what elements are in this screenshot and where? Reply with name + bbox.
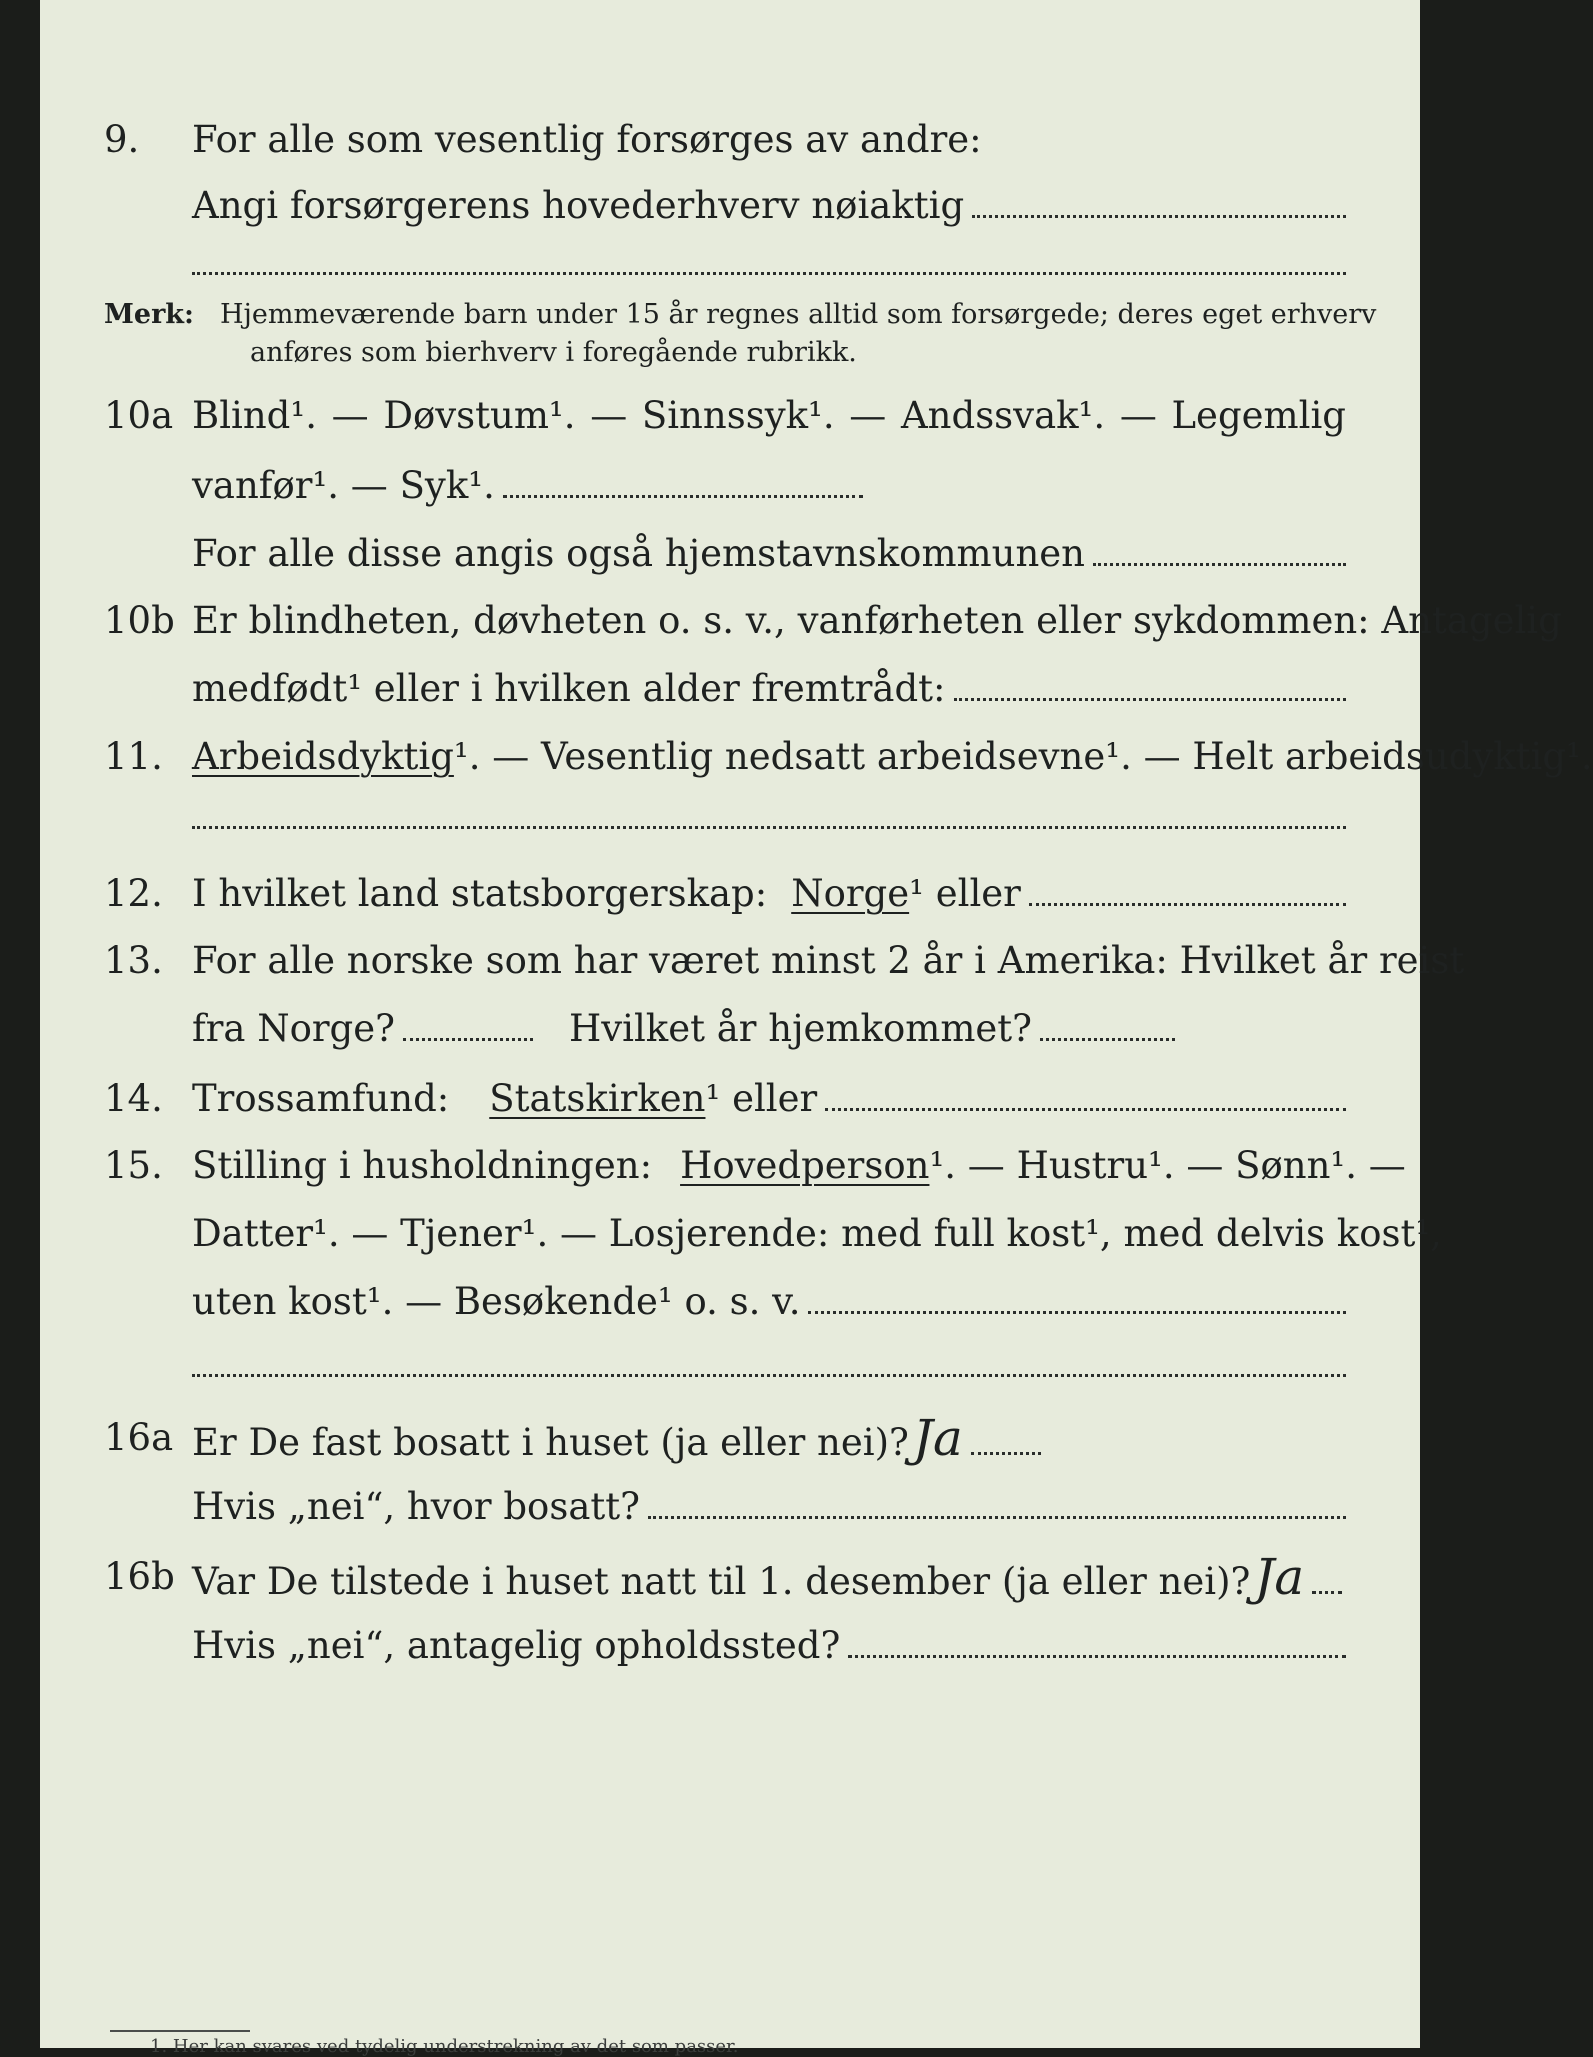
q16b-number: 16b	[104, 1555, 175, 1598]
q14-prompt: Trossamfund:	[192, 1077, 450, 1120]
q15-other-field[interactable]	[808, 1289, 1346, 1314]
q10b-age-field[interactable]	[954, 676, 1346, 701]
merk-text-1: Hjemmeværende barn under 15 år regnes alltid som forsørgede; deres eget erhverv	[220, 299, 1377, 330]
q10b-number: 10b	[104, 599, 175, 642]
q16b-handwritten-answer[interactable]: Ja	[1254, 1548, 1305, 1606]
q15-options-2[interactable]: Datter¹. — Tjener¹. — Losjerende: med full kost¹, med delvis kost¹,	[192, 1212, 1442, 1255]
footnote-text: 1. Her kan svares ved tydelig understrekning av det som passer.	[150, 2036, 739, 2057]
q15-opt-hovedperson[interactable]: Hovedperson	[680, 1144, 930, 1187]
q10a-opt-blind[interactable]: Blind¹.	[192, 394, 317, 437]
q13-reist-field[interactable]	[403, 1016, 533, 1041]
q15-options-1[interactable]: ¹. — Hustru¹. — Sønn¹. —	[929, 1144, 1406, 1187]
q9-answer-field[interactable]	[972, 193, 1346, 218]
q10a-opt-andssvak[interactable]: Andssvak¹.	[900, 394, 1106, 437]
census-form-page	[40, 0, 1593, 2057]
dash: —	[331, 394, 369, 437]
q10a-hjemstavn-field[interactable]	[1093, 541, 1346, 566]
q14-opt-statskirken[interactable]: Statskirken	[489, 1077, 706, 1120]
q14-suffix: ¹ eller	[705, 1077, 818, 1120]
q10b-prompt: medfødt¹ eller i hvilken alder fremtrådt:	[192, 667, 946, 710]
q16a-number: 16a	[104, 1416, 174, 1459]
q11-extra-answer-line[interactable]	[192, 826, 1346, 829]
q15-number: 15.	[104, 1144, 163, 1187]
q10a-opt-dovstum[interactable]: Døvstum¹.	[383, 394, 576, 437]
q16a-bosatt-field[interactable]	[648, 1494, 1346, 1519]
q16a-bosatt-prompt: Hvis „nei“, hvor bosatt?	[192, 1485, 640, 1528]
q13-reist-prompt: fra Norge?	[192, 1007, 395, 1050]
q12-opt-norge[interactable]: Norge	[791, 872, 910, 915]
q16a-answer-field[interactable]	[971, 1430, 1041, 1455]
q16a-prompt: Er De fast bosatt i huset (ja eller nei)?	[192, 1421, 909, 1464]
merk-label: Merk:	[104, 299, 194, 330]
q13-text: For alle norske som har været minst 2 år i Amerika: Hvilket år reist	[192, 939, 1465, 982]
q15-options-3[interactable]: uten kost¹. — Besøkende¹ o. s. v.	[192, 1280, 801, 1323]
q15-extra-answer-line[interactable]	[192, 1374, 1346, 1377]
q12-prompt: I hvilket land statsborgerskap:	[192, 872, 768, 915]
q12-suffix: ¹ eller	[909, 872, 1021, 915]
q10b-text: Er blindheten, døvheten o. s. v., vanførheten eller sykdommen: Antagelig	[192, 599, 1562, 642]
q16b-prompt: Var De tilstede i huset natt til 1. desember (ja eller nei)?	[192, 1560, 1251, 1603]
q10a-opt-sinnssyk[interactable]: Sinnssyk¹.	[641, 394, 835, 437]
q11-number: 11.	[104, 735, 163, 778]
q9-prompt: Angi forsørgerens hovederhverv nøiaktig	[192, 184, 965, 227]
q11-opt-arbeidsdyktig[interactable]: Arbeidsdyktig	[192, 735, 454, 778]
q9-number: 9.	[104, 118, 140, 161]
q10a-opt-legemlig[interactable]: Legemlig	[1171, 394, 1346, 437]
q16b-opphold-prompt: Hvis „nei“, antagelig opholdssted?	[192, 1624, 841, 1667]
q16b-answer-field[interactable]	[1312, 1569, 1342, 1594]
q12-number: 12.	[104, 872, 163, 915]
q14-number: 14.	[104, 1077, 163, 1120]
dash: —	[849, 394, 887, 437]
q10a-number: 10a	[104, 394, 174, 437]
q10a-vanfor-syk[interactable]: vanfør¹. — Syk¹.	[192, 464, 495, 507]
q10a-syk-field[interactable]	[503, 473, 863, 498]
q14-trossamfund-field[interactable]	[825, 1086, 1346, 1111]
dash: —	[1119, 394, 1157, 437]
q13-hjemkommet-prompt: Hvilket år hjemkommet?	[568, 1007, 1033, 1050]
dash: —	[590, 394, 628, 437]
q10a-hjemstavn-prompt: For alle disse angis også hjemstavnskommunen	[192, 532, 1086, 575]
q13-hjemkommet-field[interactable]	[1040, 1016, 1175, 1041]
q13-number: 13.	[104, 939, 163, 982]
merk-text-2: anføres som bierhverv i foregående rubrikk.	[250, 337, 857, 368]
q16a-handwritten-answer[interactable]: Ja	[912, 1409, 963, 1467]
q16b-opphold-field[interactable]	[848, 1633, 1346, 1658]
q12-country-field[interactable]	[1029, 881, 1346, 906]
footnote-rule	[110, 2030, 250, 2032]
q9-extra-answer-line[interactable]	[192, 272, 1346, 275]
q9-text: For alle som vesentlig forsørges av andre:	[192, 118, 982, 161]
q11-other-options[interactable]: ¹. — Vesentlig nedsatt arbeidsevne¹. — Helt arbeidsudyktig¹.	[453, 735, 1593, 778]
q15-prompt: Stilling i husholdningen:	[192, 1144, 653, 1187]
